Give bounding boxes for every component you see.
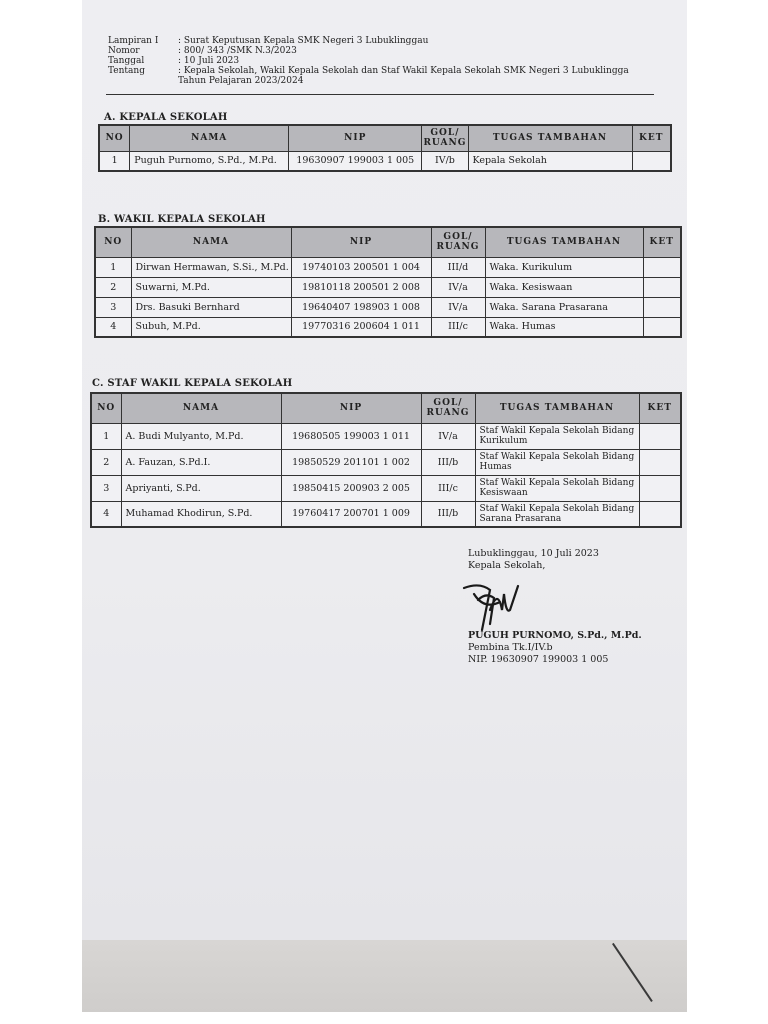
cell-ket	[643, 277, 681, 297]
section-c-title: C. STAF WAKIL KEPALA SEKOLAH	[92, 378, 293, 389]
cell-tugas: Kepala Sekolah	[468, 151, 632, 171]
cell-nip: 19640407 198903 1 008	[291, 297, 431, 317]
cell-tugas: Staf Wakil Kepala Sekolah Bidang Humas	[475, 449, 639, 475]
cell-ket	[639, 475, 681, 501]
header-rule	[106, 94, 654, 95]
cell-nama: Drs. Basuki Bernhard	[131, 297, 291, 317]
signature-nip: NIP. 19630907 199003 1 005	[468, 654, 609, 665]
cell-nama: Suwarni, M.Pd.	[131, 277, 291, 297]
cell-no: 1	[99, 151, 130, 171]
header-value: : 10 Juli 2023	[178, 56, 240, 66]
header-label: Tanggal	[108, 56, 145, 66]
col-tugas-header: TUGAS TAMBAHAN	[468, 125, 632, 151]
header-value: : 800/ 343 /SMK N.3/2023	[178, 46, 297, 56]
table-row	[91, 475, 681, 501]
header-label: Lampiran I	[108, 36, 159, 46]
cell-ket	[639, 501, 681, 527]
cell-ket	[643, 257, 681, 277]
cell-gol: IV/a	[421, 423, 475, 449]
floor-background	[82, 940, 687, 1012]
col-gol-header: GOL/ RUANG	[431, 227, 485, 257]
header-row	[108, 46, 668, 56]
cell-no: 1	[91, 423, 121, 449]
table-header-row	[99, 125, 671, 151]
col-nip-header: NIP	[281, 393, 421, 423]
cell-nama: Puguh Purnomo, S.Pd., M.Pd.	[130, 151, 289, 171]
table-row	[95, 257, 681, 277]
cell-gol: III/d	[431, 257, 485, 277]
cell-gol: IV/b	[422, 151, 468, 171]
header-label: Nomor	[108, 46, 140, 56]
cell-ket	[639, 423, 681, 449]
header-row	[108, 76, 668, 86]
col-nama-header: NAMA	[130, 125, 289, 151]
table-row	[95, 277, 681, 297]
col-no-header: NO	[99, 125, 130, 151]
col-nama-header: NAMA	[131, 227, 291, 257]
cell-nama: A. Budi Mulyanto, M.Pd.	[121, 423, 281, 449]
cell-ket	[639, 449, 681, 475]
cell-nip: 19850529 201101 1 002	[281, 449, 421, 475]
cell-nip: 19630907 199003 1 005	[289, 151, 422, 171]
table-row	[91, 449, 681, 475]
cell-no: 2	[91, 449, 121, 475]
header-row	[108, 56, 668, 66]
col-nip-header: NIP	[291, 227, 431, 257]
col-ket-header: KET	[643, 227, 681, 257]
cell-tugas: Staf Wakil Kepala Sekolah Bidang Kesiswaan	[475, 475, 639, 501]
cell-tugas: Waka. Humas	[485, 317, 643, 337]
col-tugas-header: TUGAS TAMBAHAN	[485, 227, 643, 257]
cell-nip: 19850415 200903 2 005	[281, 475, 421, 501]
col-ket-header: KET	[632, 125, 671, 151]
header-row	[108, 66, 668, 76]
header-row	[108, 36, 668, 46]
cell-nip: 19810118 200501 2 008	[291, 277, 431, 297]
col-gol-header: GOL/ RUANG	[421, 393, 475, 423]
table-kepala-sekolah	[98, 124, 672, 172]
signature-name: PUGUH PURNOMO, S.Pd., M.Pd.	[468, 630, 642, 641]
cell-tugas: Staf Wakil Kepala Sekolah Bidang Sarana Prasarana	[475, 501, 639, 527]
cell-gol: IV/a	[431, 277, 485, 297]
table-row	[91, 501, 681, 527]
header-label	[108, 76, 178, 86]
cell-no: 1	[95, 257, 131, 277]
cell-gol: III/b	[421, 501, 475, 527]
cell-tugas: Waka. Kesiswaan	[485, 277, 643, 297]
cell-ket	[643, 317, 681, 337]
cell-ket	[643, 297, 681, 317]
cell-nama: A. Fauzan, S.Pd.I.	[121, 449, 281, 475]
cell-tugas: Waka. Sarana Prasarana	[485, 297, 643, 317]
col-nama-header: NAMA	[121, 393, 281, 423]
cell-nip: 19770316 200604 1 011	[291, 317, 431, 337]
document-page	[82, 0, 687, 940]
cell-nip: 19680505 199003 1 011	[281, 423, 421, 449]
signature-place-date: Lubuklinggau, 10 Juli 2023	[468, 548, 599, 559]
col-tugas-header: TUGAS TAMBAHAN	[475, 393, 639, 423]
cell-no: 4	[95, 317, 131, 337]
cell-gol: III/b	[421, 449, 475, 475]
cell-nip: 19740103 200501 1 004	[291, 257, 431, 277]
handwritten-signature	[460, 580, 540, 632]
signature-rank: Pembina Tk.I/IV.b	[468, 642, 553, 653]
col-no-header: NO	[91, 393, 121, 423]
col-ket-header: KET	[639, 393, 681, 423]
signature-position: Kepala Sekolah,	[468, 560, 546, 571]
cell-gol: III/c	[431, 317, 485, 337]
table-row	[91, 423, 681, 449]
cell-tugas: Staf Wakil Kepala Sekolah Bidang Kurikulum	[475, 423, 639, 449]
cell-no: 4	[91, 501, 121, 527]
col-nip-header: NIP	[289, 125, 422, 151]
cell-nama: Dirwan Hermawan, S.Si., M.Pd.	[131, 257, 291, 277]
header-value: : Surat Keputusan Kepala SMK Negeri 3 Lubuklinggau	[178, 36, 429, 46]
cell-nama: Apriyanti, S.Pd.	[121, 475, 281, 501]
cell-ket	[632, 151, 671, 171]
cell-tugas: Waka. Kurikulum	[485, 257, 643, 277]
header-label: Tentang	[108, 66, 145, 76]
col-gol-header: GOL/ RUANG	[422, 125, 468, 151]
cell-no: 3	[91, 475, 121, 501]
table-wakil-kepala-sekolah	[94, 226, 682, 338]
table-row	[99, 151, 671, 171]
section-a-title: A. KEPALA SEKOLAH	[104, 112, 228, 123]
table-header-row	[95, 227, 681, 257]
cell-no: 3	[95, 297, 131, 317]
cell-nip: 19760417 200701 1 009	[281, 501, 421, 527]
table-row	[95, 297, 681, 317]
table-row	[95, 317, 681, 337]
cell-gol: IV/a	[431, 297, 485, 317]
header-value: Tahun Pelajaran 2023/2024	[178, 76, 304, 86]
cell-no: 2	[95, 277, 131, 297]
document-header	[108, 36, 668, 86]
table-staf-wakil-kepala-sekolah	[90, 392, 682, 528]
col-no-header: NO	[95, 227, 131, 257]
cell-nama: Subuh, M.Pd.	[131, 317, 291, 337]
header-value: : Kepala Sekolah, Wakil Kepala Sekolah dan Staf Wakil Kepala Sekolah SMK Negeri 3 Lubuklingga	[178, 66, 629, 76]
cell-nama: Muhamad Khodirun, S.Pd.	[121, 501, 281, 527]
cell-gol: III/c	[421, 475, 475, 501]
section-b-title: B. WAKIL KEPALA SEKOLAH	[98, 214, 266, 225]
table-header-row	[91, 393, 681, 423]
